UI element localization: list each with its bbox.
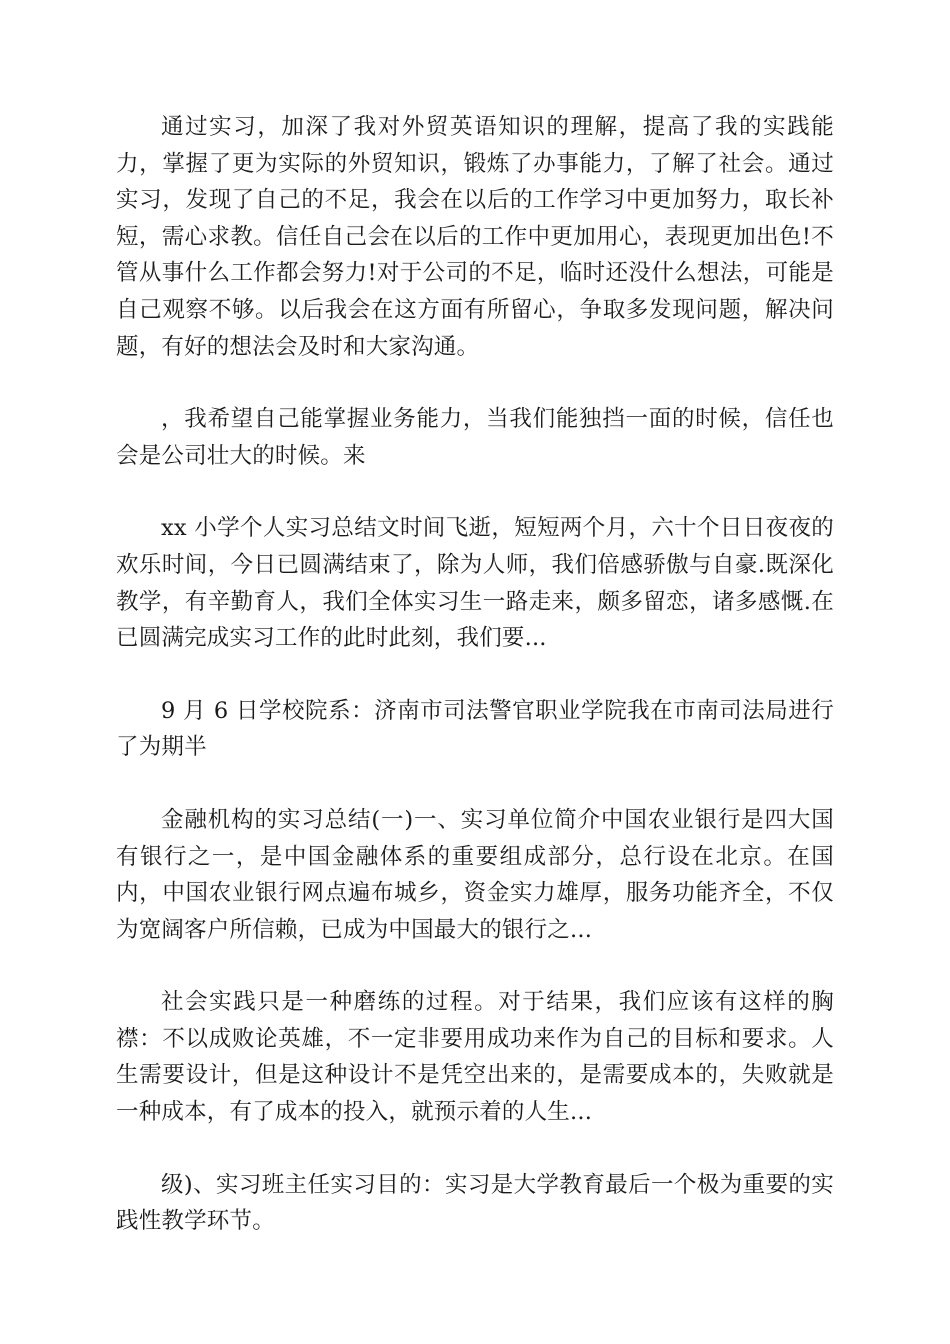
paragraph-2: ，我希望自己能掌握业务能力，当我们能独挡一面的时候，信任也会是公司壮大的时候。来 <box>116 406 834 469</box>
paragraph-1: 通过实习，加深了我对外贸英语知识的理解，提高了我的实践能力，掌握了更为实际的外贸知识，锻炼了办事能力，了解了社会。通过实习，发现了自己的不足，我会在以后的工作学习中更加努力，取长补短，需心求教。信任自己会在以后的工作中更加用心，表现更加出色!不管从事什么工作都会努力!对于公司的不足，临时还没什么想法，可能是自己观察不够。以后我会在这方面有所留心，争取多发现问题，解决问题，有好的想法会及时和大家沟通。 <box>116 114 834 360</box>
paragraph-4: 9 月 6 日学校院系：济南市司法警官职业学院我在市南司法局进行了为期半 <box>116 697 834 761</box>
paragraph-3: xx 小学个人实习总结文时间飞逝，短短两个月，六十个日日夜夜的欢乐时间，今日已圆满结束了，除为人师，我们倍感骄傲与自豪.既深化教学，有辛勤育人，我们全体实习生一路走来，颇多留恋，诸多感慨.在已圆满完成实习工作的此时此刻，我们要... <box>116 515 834 652</box>
paragraph-5: 金融机构的实习总结(一)一、实习单位简介中国农业银行是四大国有银行之一，是中国金融体系的重要组成部分，总行设在北京。在国内，中国农业银行网点遍布城乡，资金实力雄厚，服务功能齐全，不仅为宽阔客户所信赖，已成为中国最大的银行之... <box>116 806 834 943</box>
document-page <box>116 109 834 1276</box>
paragraph-6: 社会实践只是一种磨练的过程。对于结果，我们应该有这样的胸襟：不以成败论英雄，不一定非要用成功来作为自己的目标和要求。人生需要设计，但是这种设计不是凭空出来的，是需要成本的，失败就是一种成本，有了成本的投入，就预示着的人生... <box>116 989 834 1126</box>
paragraph-7: 级)、实习班主任实习目的：实习是大学教育最后一个极为重要的实践性教学环节。 <box>116 1171 834 1235</box>
